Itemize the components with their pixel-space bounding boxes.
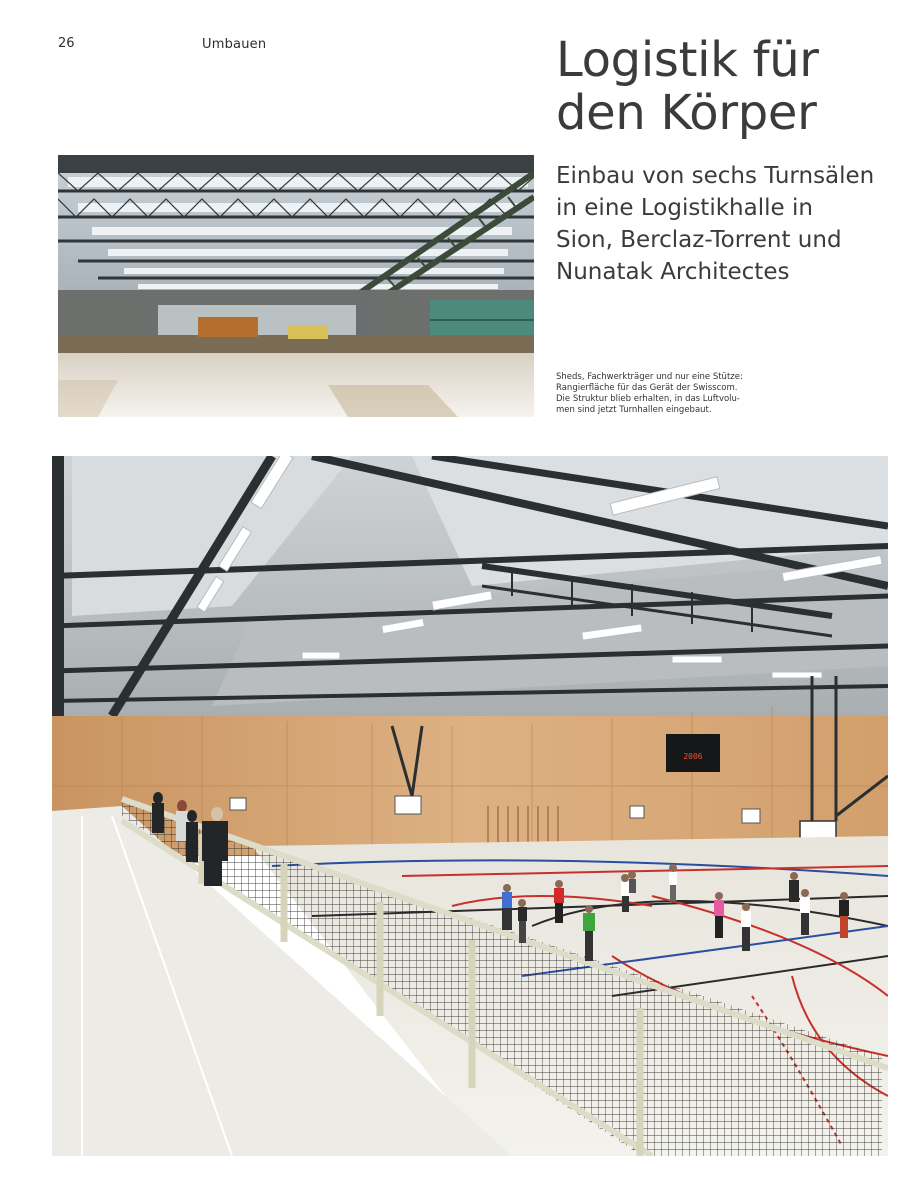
- subtitle-line: in eine Logistikhalle in: [556, 195, 813, 221]
- section-label: Umbauen: [202, 37, 267, 52]
- photo-caption: [556, 372, 766, 416]
- warehouse-photo: [58, 155, 534, 417]
- scoreboard-display: 2006: [683, 752, 703, 761]
- caption-line: Die Struktur blieb erhalten, in das Luftvolu-: [556, 394, 740, 404]
- subtitle-line: Sion, Berclaz-Torrent und: [556, 227, 842, 253]
- page-number: 26: [58, 36, 75, 51]
- caption-line: Rangierfläche für das Gerät der Swisscom.: [556, 383, 738, 393]
- article-subtitle: [556, 160, 901, 288]
- title-line: Logistik für: [556, 32, 819, 88]
- gymnasium-photo: [52, 456, 888, 1156]
- subtitle-line: Einbau von sechs Turnsälen: [556, 163, 875, 189]
- title-line: den Körper: [556, 85, 817, 141]
- subtitle-line: Nunatak Architectes: [556, 259, 790, 285]
- article-title: [556, 34, 896, 140]
- caption-line: men sind jetzt Turnhallen eingebaut.: [556, 405, 712, 415]
- caption-line: Sheds, Fachwerkträger und nur eine Stütze:: [556, 372, 743, 382]
